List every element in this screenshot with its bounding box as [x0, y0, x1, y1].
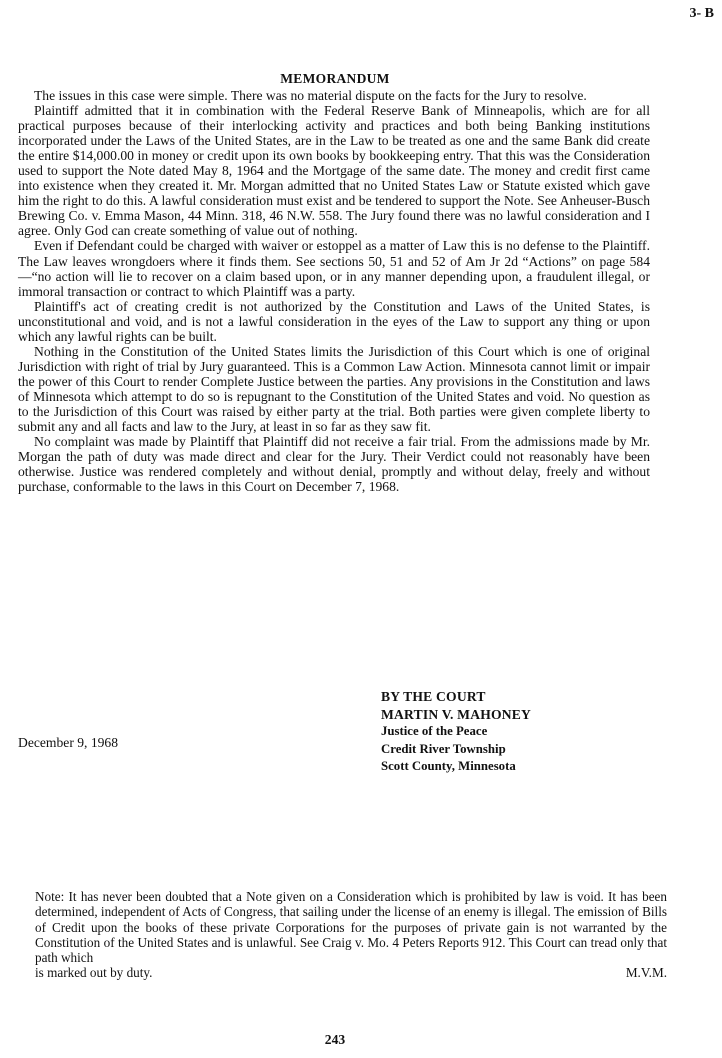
- memorandum-title: MEMORANDUM: [280, 71, 390, 86]
- footnote-last-line: is marked out by duty.: [35, 965, 153, 981]
- footnote-closing: [35, 965, 667, 980]
- signature-block: [381, 688, 531, 776]
- footnote-text: Note: It has never been doubted that a Note given on a Consideration which is prohibited by law is void. It has been determined, independent of Acts of Congress, that sailing under the license of an enemy is illegal. The emission of Bills of Credit upon the books of these private Corporations for the purposes of private gain is not warranted by the Constitution of the United States and is unlawful. See Craig v. Mo. 4 Peters Reports 912. This Court can tread only that path which: [35, 889, 667, 966]
- paragraph: Plaintiff's act of creating credit is not authorized by the Constitution and Laws of the United States, is unconstitutional and void, and is not a lawful consideration in the eyes of the Law to support any thing or upon which any lawful rights can be built.: [18, 298, 650, 344]
- paragraph: No complaint was made by Plaintiff that Plaintiff did not receive a fair trial. From the admissions made by Mr. Morgan the path of duty was made direct and clear for the Jury. Their Verdict could not reasonably have been otherwise. Justice was rendered completely and without denial, promptly and without delay, freely and without purchase, conformable to the laws in this Court on December 7, 1968.: [18, 434, 650, 495]
- paragraph: Even if Defendant could be charged with waiver or estoppel as a matter of Law this is no defense to the Plaintiff. The Law leaves wrongdoers where it finds them. See sections 50, 51 and 52 of Am Jr 2d “Actions” on page 584—“no action will lie to recover on a claim based upon, or in any manner depending upon, a fraudulent illegal, or immoral transaction or contract to which Plaintiff was a party.: [18, 238, 650, 299]
- signature-name: MARTIN V. MAHONEY: [381, 706, 532, 722]
- paragraph: Plaintiff admitted that it in combination with the Federal Reserve Bank of Minneapolis, which are for all practical purposes because of their interlocking activity and practices and both being Banking institutions incorporated under the Laws of the United States, are in the Law to be treated as one and the same Bank did create the entire $14,000.00 in money or credit upon its own books by bookkeeping entry. That this was the Consideration used to support the Note dated May 8, 1964 and the Mortgage of the same date. The money and credit first came into existence when they created it. Mr. Morgan admitted that no United States Law or Statute existed which gave him the right to do this. A lawful consideration must exist and be tendered to support the Note. See Anheuser-Busch Brewing Co. v. Emma Mason, 44 Minn. 318, 46 N.W. 558. The Jury found there was no lawful consideration and I agree. Only God can create something of value out of nothing.: [18, 103, 650, 239]
- memorandum-date: December 9, 1968: [18, 735, 119, 750]
- page-number: 243: [324, 1032, 346, 1047]
- signature-township: Credit River Township: [381, 741, 506, 756]
- paragraph: The issues in this case were simple. There was no material dispute on the facts for the Jury to resolve.: [34, 88, 587, 103]
- memorandum-body: [18, 88, 650, 494]
- footnote-initials: M.V.M.: [625, 965, 667, 981]
- page-mark: 3- B: [689, 6, 714, 21]
- paragraph: Nothing in the Constitution of the United States limits the Jurisdiction of this Court which is one of original Jurisdiction with right of trial by Jury guaranteed. This is a Common Law Action. Minnesota cannot limit or impair the power of this Court to render Complete Justice between the parties. Any provisions in the Constitution and laws of Minnesota which attempt to do so is repugnant to the Constitution of the United States and void. No question as to the Jurisdiction of this Court was raised by either party at the trial. Both parties were given complete liberty to submit any and all facts and law to the Jury, at least in so far as they saw fit.: [18, 343, 650, 435]
- signature-county: Scott County, Minnesota: [381, 759, 516, 774]
- footnote: [35, 889, 667, 981]
- signature-court: BY THE COURT: [381, 689, 486, 704]
- signature-office: Justice of the Peace: [381, 724, 488, 739]
